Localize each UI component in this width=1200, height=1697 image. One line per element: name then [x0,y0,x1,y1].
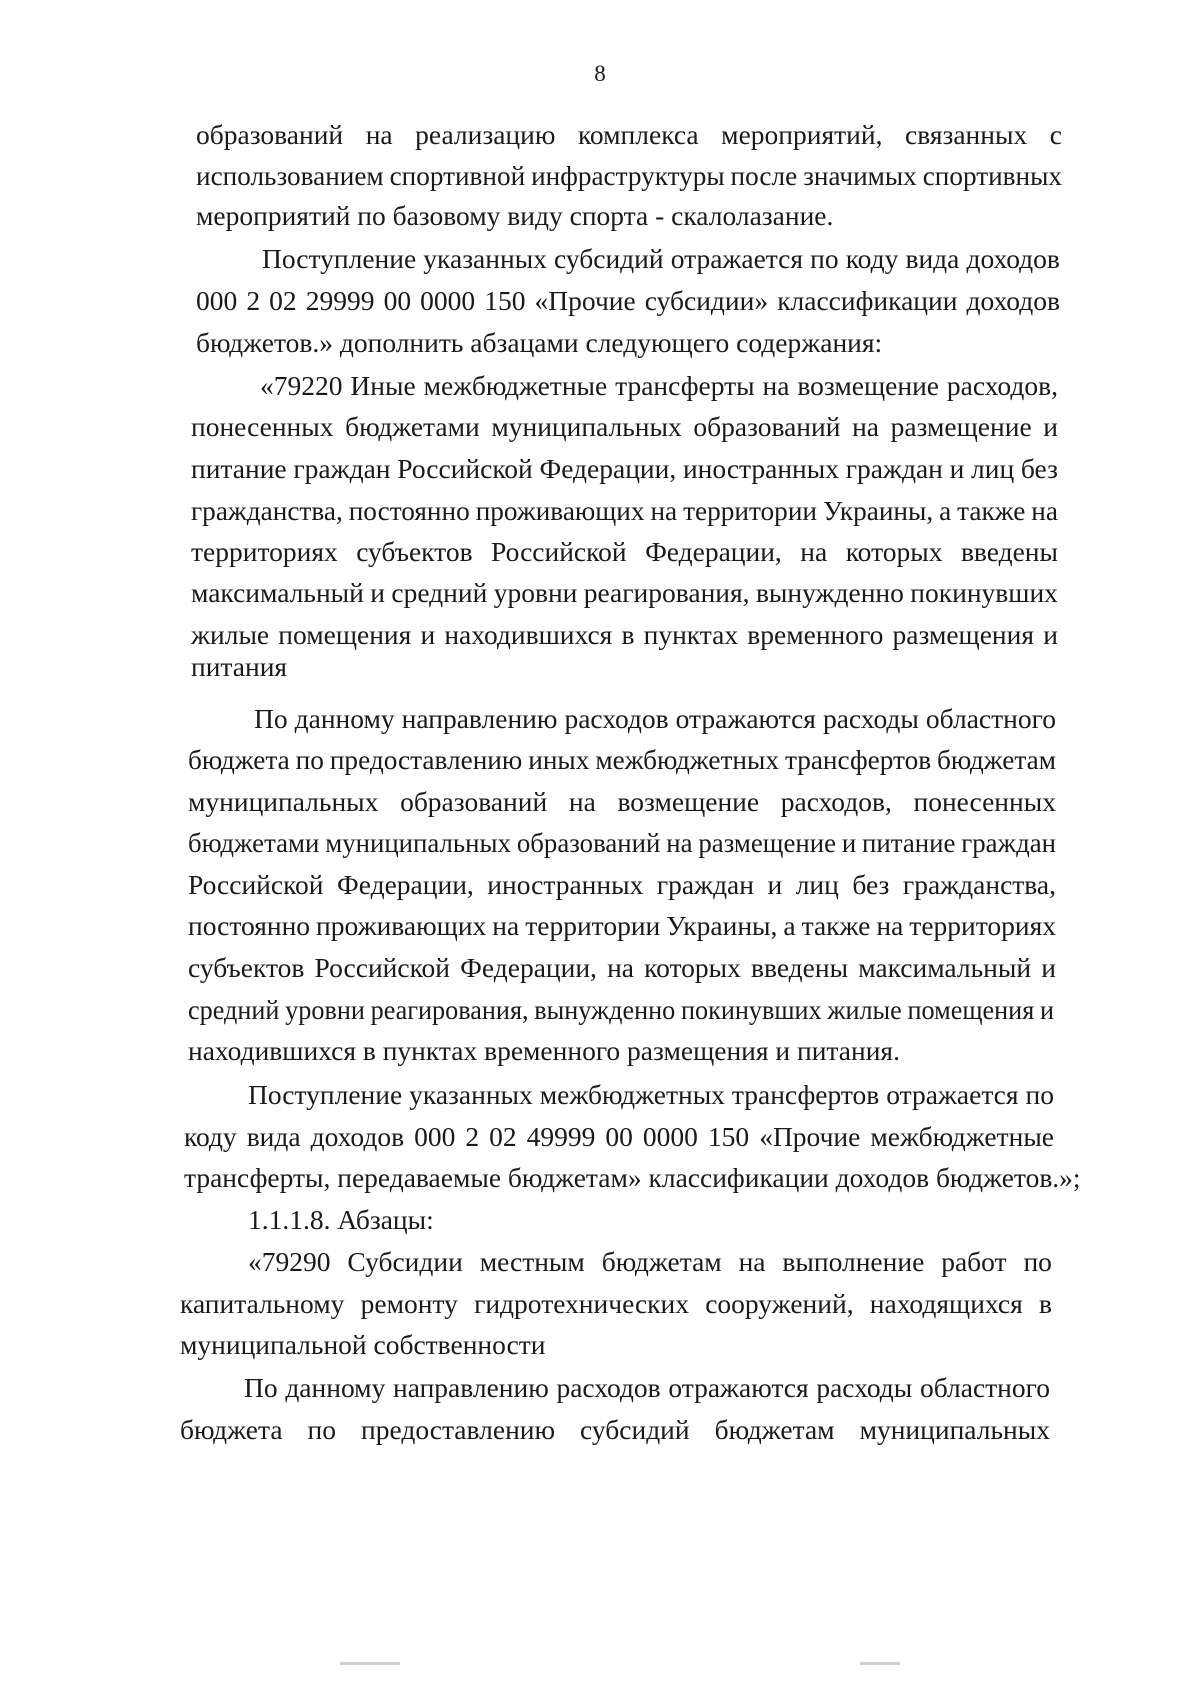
word: проживающих [316,910,487,941]
text-line [191,618,1058,652]
word: постоянно [188,910,311,941]
word: помещения [278,619,412,650]
word: значимых [803,160,917,191]
word: данному [294,703,395,734]
word: на [607,952,634,983]
word: пунктах [643,619,739,650]
word: постоянно [348,495,470,526]
word: 49999 [526,1121,596,1152]
word: понесенных [913,786,1056,817]
word: размещение [890,411,1032,442]
word: отражаются [675,703,816,734]
word: трансфертов [731,1079,880,1110]
word: спортивной [389,160,526,191]
word: выполнение [782,1246,925,1277]
word: а [783,910,796,941]
word: на [568,786,596,817]
text-line [191,452,1058,486]
word: направлению [393,1372,549,1403]
word: муниципальных [188,786,379,817]
word: комплекса [577,119,699,150]
word: субсидий [580,1414,690,1445]
word: Российской [491,536,627,567]
word: муниципальной собственности [180,1329,546,1360]
word: межбюджетных [539,1079,725,1110]
word: на [365,119,393,150]
word: местным [479,1246,585,1277]
word: и [370,577,385,608]
word: уровни [493,577,578,608]
word: иностранных [487,869,644,900]
text-line [196,159,1062,193]
word: покинувших [910,577,1058,608]
word: Поступление [262,243,417,274]
word: иных [528,744,590,775]
word: питание [862,827,956,858]
word: бюджетами [345,411,480,442]
text-line [188,951,1056,985]
word: 00 [605,1121,633,1152]
word: размещение [698,827,836,858]
word: субсидии» [644,285,769,316]
text-line [248,1245,1052,1279]
word: 150 [707,1121,750,1152]
word: по [307,1414,337,1445]
word: трансферты [615,370,755,401]
word: которых [644,952,741,983]
word: 02 [269,285,297,316]
text-line [180,1328,546,1362]
word: без [852,869,890,900]
word: связанных [905,119,1028,150]
word: также [957,495,1026,526]
word: трансферты, передаваемые бюджетам» классификации доходов бюджетов.»; [184,1162,1081,1193]
word: направлению [401,703,558,734]
text-line [196,284,1060,318]
word: находящихся [869,1288,1023,1319]
word: по [1023,1246,1052,1277]
word: в [1038,1288,1052,1319]
word: Российской [314,952,451,983]
word: расходы [822,703,919,734]
word: мероприятий по базовому виду спорта - скалолазание. [196,200,834,231]
text-line [188,1034,900,1068]
word: граждан [656,869,754,900]
text-line [188,785,1056,819]
word: бюджета [180,1414,283,1445]
word: муниципальных [491,411,682,442]
word: средний [391,577,488,608]
text-line [188,993,1054,1027]
word: и [767,869,783,900]
text-line [260,369,1058,403]
word: на [1031,495,1058,526]
word: 2 [246,285,261,316]
word: вынужденно [534,994,676,1025]
word: максимальный [191,577,364,608]
text-line [248,1078,1054,1112]
word: реагирования, [370,994,529,1025]
word: «79290 [248,1246,331,1277]
word: на [666,827,693,858]
text-line [184,1161,1081,1195]
word: Федерации, [460,952,597,983]
word: территории [525,910,661,941]
word: расходы [816,1372,913,1403]
word: находившихся [444,619,613,650]
word: образований [693,411,841,442]
text-line [191,494,1058,528]
word: проживающих [475,495,645,526]
word: указанных [409,1079,533,1110]
word: предоставлению [329,744,523,775]
word: по [1025,1079,1054,1110]
word: и [420,619,436,650]
word: муниципальных [859,1414,1050,1445]
word: размещения [892,619,1035,650]
word: ремонту [360,1288,458,1319]
word: По [244,1372,278,1403]
word: после [730,160,798,191]
word: и [841,827,857,858]
page-number: 8 [594,61,606,86]
word: Украины, [822,495,934,526]
word: Субсидии [347,1246,463,1277]
text-line [191,535,1058,569]
word: использованием [196,160,384,191]
word: областного [919,1372,1050,1403]
word: указанных [423,243,547,274]
word: временного [747,619,884,650]
word: бюджетам [601,1246,722,1277]
word: Федерации, [337,869,474,900]
word: гражданства, [902,869,1056,900]
word: и [1041,952,1056,983]
text-line [191,576,1058,610]
text-line [254,702,1056,736]
word: сооружений, [705,1288,854,1319]
word: территории [683,495,817,526]
word: Украины, [666,910,778,941]
text-line [184,1120,1054,1154]
word: Российской [188,869,324,900]
word: расходов [556,1372,661,1403]
word: образований [196,119,344,150]
word: субъектов [188,952,305,983]
word: субсидий [554,243,664,274]
word: данному [285,1372,386,1403]
word: трансфертов [784,744,932,775]
word: коду [184,1121,237,1152]
word: на [650,495,678,526]
word: Поступление [248,1079,403,1110]
text-line [248,1203,434,1237]
word: питания [191,651,288,682]
word: вида [246,1121,301,1152]
word: 000 [414,1121,456,1152]
word: гидротехнических [474,1288,689,1319]
word: областного [925,703,1056,734]
text-line [196,118,1062,152]
word: «79220 [260,370,343,401]
word: и [949,453,965,484]
word: 2 [465,1121,480,1152]
word: «Прочие [759,1121,861,1152]
word: возмещение [797,370,940,401]
text-line [196,199,833,233]
word: средний [188,994,280,1025]
word: субъектов [356,536,473,567]
word: возмещение [617,786,760,817]
word: муниципальных [325,827,511,858]
word: граждан [845,453,943,484]
word: по [810,243,839,274]
word: образований [400,786,548,817]
word: на [492,910,520,941]
word: также [801,910,871,941]
word: инфраструктуры [531,160,725,191]
text-line [188,826,1056,860]
text-line [188,743,1056,777]
word: в [621,619,635,650]
word: находившихся в пунктах временного размещения и питания. [188,1035,900,1066]
word: межбюджетные [423,370,608,401]
word: расходов, [946,370,1058,401]
word: лиц [795,869,839,900]
word: бюджета [188,744,290,775]
word: по [295,744,324,775]
text-line [262,242,1060,276]
word: бюджетами [188,827,320,858]
text-line [180,1413,1050,1447]
word: «Прочие [534,285,636,316]
word: а [939,495,952,526]
word: и [1039,994,1054,1025]
word: 1.1.1.8. Абзацы: [248,1204,434,1235]
word: введены [751,952,849,983]
word: расходов [564,703,669,734]
word: коду [845,243,899,274]
word: помещения [907,994,1035,1025]
word: гражданства, [191,495,343,526]
word: жилые [827,994,902,1025]
word: 0000 [642,1121,698,1152]
word: бюджетам [937,744,1056,775]
word: иностранных [682,453,839,484]
word: введены [960,536,1058,567]
word: 0000 [420,285,476,316]
text-line [188,909,1056,943]
word: вынужденно [755,577,904,608]
word: доходов [966,243,1060,274]
word: граждан [961,827,1056,858]
word: реагирования, [583,577,750,608]
word: капитальному [180,1288,345,1319]
word: которых [845,536,943,567]
word: доходов [966,285,1060,316]
word: максимальный [858,952,1032,983]
word: вида [905,243,960,274]
word: 29999 [305,285,375,316]
text-line [244,1371,1050,1405]
word: реализацию [415,119,556,150]
word: питание [191,453,287,484]
word: 150 [484,285,526,316]
word: территориях [909,910,1056,941]
word: спортивных [922,160,1062,191]
word: отражается [670,243,804,274]
word: отражается [886,1079,1019,1110]
word: межбюджетные [870,1121,1054,1152]
word: и [1043,619,1058,650]
word: бюджетов.» дополнить абзацами следующего содержания: [196,327,883,358]
word: отражаются [668,1372,809,1403]
word: без [1020,453,1058,484]
word: По [254,703,288,734]
word: покинувших [680,994,822,1025]
text-line [191,410,1058,444]
word: лиц [971,453,1015,484]
word: мероприятий, [721,119,883,150]
word: предоставлению [361,1414,556,1445]
word: и [1043,411,1058,442]
word: жилые [191,619,270,650]
word: понесенных [191,411,334,442]
text-line [196,326,882,360]
word: 00 [383,285,412,316]
text-line [188,868,1056,902]
text-line [180,1287,1052,1321]
word: на [738,1246,766,1277]
word: на [876,910,904,941]
word: Федерации, [539,453,677,484]
word: территориях [191,536,338,567]
scan-artifact [860,1662,900,1665]
word: с [1049,119,1062,150]
word: Федерации, [645,536,782,567]
text-line [191,650,287,684]
scan-artifact [340,1662,400,1665]
word: граждан [293,453,391,484]
word: образований [516,827,661,858]
word: уровни [285,994,365,1025]
word: Российской [397,453,533,484]
word: на [852,411,879,442]
word: бюджетам [714,1414,835,1445]
word: 000 [196,285,238,316]
word: расходов, [780,786,892,817]
word: на [762,370,790,401]
word: работ [941,1246,1007,1277]
word: 02 [489,1121,517,1152]
word: классификации [777,285,958,316]
word: Иные [350,370,416,401]
word: доходов [310,1121,405,1152]
word: на [800,536,828,567]
word: межбюджетных [595,744,779,775]
